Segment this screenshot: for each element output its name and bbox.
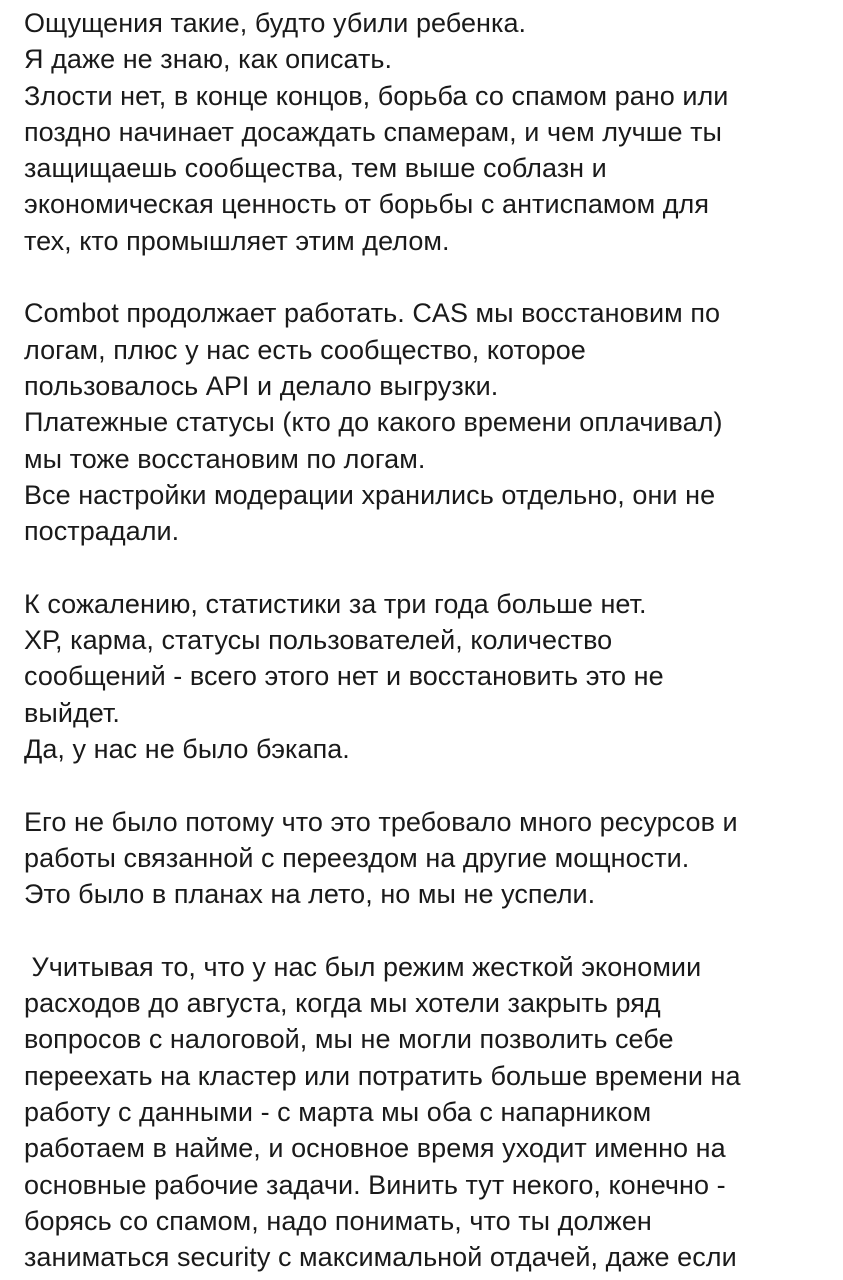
message-line: Платежные статусы (кто до какого времени оплачивал) bbox=[24, 407, 723, 438]
message-line: Ощущения такие, будто убили ребенка. bbox=[24, 8, 527, 38]
message-line: сообщений - всего этого нет и восстановить это не bbox=[24, 661, 664, 692]
message-line: работаем в найме, и основное время уходит именно на bbox=[24, 1133, 726, 1164]
message-line: защищаешь сообщества, тем выше соблазн и bbox=[24, 153, 607, 184]
message-line: заниматься security с максимальной отдачей, даже если bbox=[24, 1242, 737, 1273]
message-line: мы тоже восстановим по логам. bbox=[24, 443, 426, 474]
message-line: тех, кто промышляет этим делом. bbox=[24, 225, 450, 256]
message-line: переехать на кластер или потратить больше времени на bbox=[24, 1060, 741, 1091]
message-line: борясь со спамом, надо понимать, что ты должен bbox=[24, 1205, 652, 1236]
message-line: Все настройки модерации хранились отдельно, они не bbox=[24, 479, 716, 510]
message-line: Учитывая то, что у нас был режим жесткой экономии bbox=[24, 951, 702, 982]
message-line: пострадали. bbox=[24, 516, 180, 547]
message-line: логам, плюс у нас есть сообщество, которое bbox=[24, 334, 586, 365]
paragraph-break bbox=[24, 259, 824, 295]
message-line: выйдет. bbox=[24, 697, 120, 728]
message-line: пользовалось API и делало выгрузки. bbox=[24, 370, 499, 401]
message-line: Злости нет, в конце концов, борьба со спамом рано или bbox=[24, 80, 729, 111]
paragraph-break bbox=[24, 912, 824, 948]
paragraph-break bbox=[24, 767, 824, 803]
message-line: Я даже не знаю, как описать. bbox=[24, 44, 393, 75]
message-line: К сожалению, статистики за три года больше нет. bbox=[24, 588, 647, 619]
message-line: Да, у нас не было бэкапа. bbox=[24, 733, 350, 764]
message-line: ХР, карма, статусы пользователей, количество bbox=[24, 625, 613, 656]
message-line: вопросов с налоговой, мы не могли позволить себе bbox=[24, 1024, 674, 1055]
message-line: основные рабочие задачи. Винить тут некого, конечно - bbox=[24, 1169, 726, 1200]
message-line: Его не было потому что это требовало много ресурсов и bbox=[24, 806, 738, 837]
message-line: Combot продолжает работать. CAS мы восстановим по bbox=[24, 298, 721, 329]
message-line: работы связанной с переездом на другие мощности. bbox=[24, 842, 690, 873]
message-line: работу с данными - с марта мы оба с напарником bbox=[24, 1096, 652, 1127]
message-line: экономическая ценность от борьбы с антиспамом для bbox=[24, 189, 710, 220]
message-text bbox=[24, 5, 824, 1275]
message-line: поздно начинает досаждать спамерам, и чем лучше ты bbox=[24, 116, 722, 147]
paragraph-break bbox=[24, 549, 824, 585]
message-line: Это было в планах на лето, но мы не успели. bbox=[24, 879, 596, 910]
message-line: расходов до августа, когда мы хотели закрыть ряд bbox=[24, 988, 661, 1019]
message-container bbox=[0, 5, 843, 1280]
